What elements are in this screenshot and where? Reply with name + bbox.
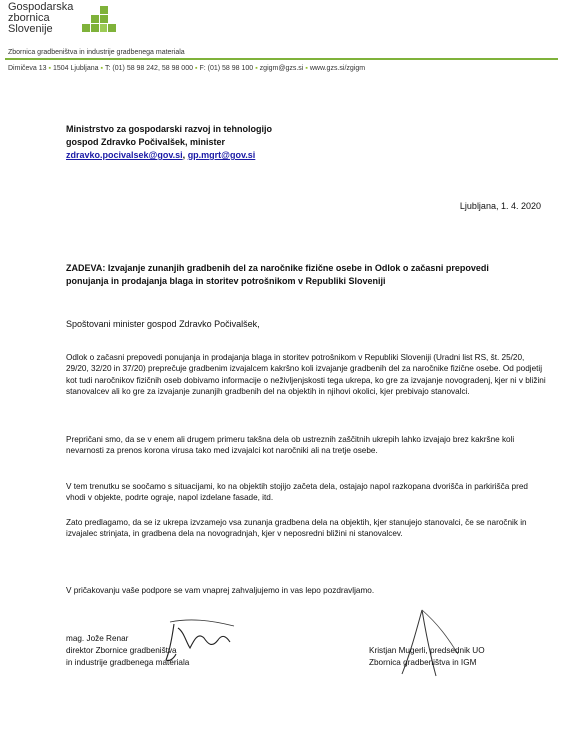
email-separator: , [182,150,188,160]
org-name-line: Zbornica gradbeništva in industrije gradbenega materiala [8,49,185,56]
logo-wordmark [8,2,73,35]
closing-line: V pričakovanju vaše podpore se vam vnaprej zahvaljujemo in vas lepo pozdravljamo. [66,586,375,595]
signatory-org-right: Zbornica gradbeništva in IGM [369,658,477,667]
recipient-ministry: Ministrstvo za gospodarski razvoj in tehnologijo [66,124,273,134]
body-paragraph: Prepričani smo, da se v enem ali drugem primeru takšna dela ob ustreznih zaščitnih ukrepih lahko izvajajo brez kakršne koli nevarnosti za prenos korona virusa tako med izvajalci kot naročniki ali na tretje osebe. [66,435,515,456]
body-paragraph: Odlok o začasni prepovedi ponujanja in prodajanja blaga in storitev potrošnikom v Republiki Sloveniji (Uradni list RS, št. 25/20, 29/20, 32/20 in 37/20) preprečuje gradbenim izvajalcem kakršno koli izvajanje gradbenih del za naročnike fizične osebe. Od podjetij kot tudi naročnikov fizičnih oseb dobivamo informacije o neživljenjskosti tega ukrepa, ko gre za izvajanje novogradenj, kjer ni v bližini stanovalcev ali ko gre za izvajanje zunanjih gradbenih del na objektih in njihovi okolici, kjer prebivajo stanovalci. [66,353,546,397]
recipient-block [66,123,272,162]
signature-block-right [369,645,485,669]
logo-line: Gospodarska [8,1,74,13]
signatory-org-left: in industrije gradbenega materiala [66,658,190,667]
body-paragraph: Zato predlagamo, da se iz ukrepa izvzamejo vsa zunanja gradbena dela na objektih, kjer stanujejo stanovalci, če se naročnik in izvajalec strinjata, in gradbena dela na novogradnjah, kjer v neposredni bližini ni stanovalcev. [66,518,527,539]
separator-dot: ▪ [305,65,308,72]
letter-date: Ljubljana, 1. 4. 2020 [459,201,541,211]
email-link-minister[interactable]: zdravko.pocivalsek@gov.si [66,150,183,160]
gzs-logo-icon [82,4,116,34]
email-link-ministry[interactable]: gp.mgrt@gov.si [187,150,256,160]
separator-dot: ▪ [100,65,104,72]
separator-dot: ▪ [48,65,51,72]
fax-number: F: (01) 58 98 100 [199,65,254,72]
separator-dot: ▪ [255,65,258,72]
separator-dot: ▪ [195,65,198,72]
signatory-name-left: mag. Jože Renar [66,634,129,643]
website: www.gzs.si/zgigm [309,65,366,72]
address-street: Dimičeva 13 [8,65,47,72]
address-city: 1504 Ljubljana [53,65,99,72]
signatory-name-right: Kristjan Mugerli, predsednik UO [369,646,485,655]
letter-subject: ZADEVA: Izvajanje zunanjih gradbenih del za naročnike fizične osebe in Odlok o začasni prepovedi ponujanja in prodajanja blaga in storitev potrošnikom v Republiki Sloveniji [66,263,489,286]
recipient-name: gospod Zdravko Počivalšek, minister [66,137,226,147]
contact-email: zgigm@gzs.si [259,65,304,72]
greeting: Spoštovani minister gospod Zdravko Počivalšek, [66,319,260,329]
signatory-title-left: direktor Zbornice gradbeništva [66,646,177,655]
letterhead-divider [5,58,558,60]
contact-line [8,65,365,72]
logo-line: zbornica [8,12,50,24]
recipient-emails [66,149,272,162]
signature-block-left [66,633,189,669]
body-paragraph: V tem trenutku se soočamo s situacijami, ko na objektih stojijo začeta dela, ostajajo napol razkopana dvorišča in parkirišča pred vhodi v objekte, podrte ograje, napol izdelane fasade, itd. [66,482,528,503]
phone-number: T: (01) 58 98 242, 58 98 000 [105,65,193,72]
logo-line: Slovenije [8,23,53,35]
